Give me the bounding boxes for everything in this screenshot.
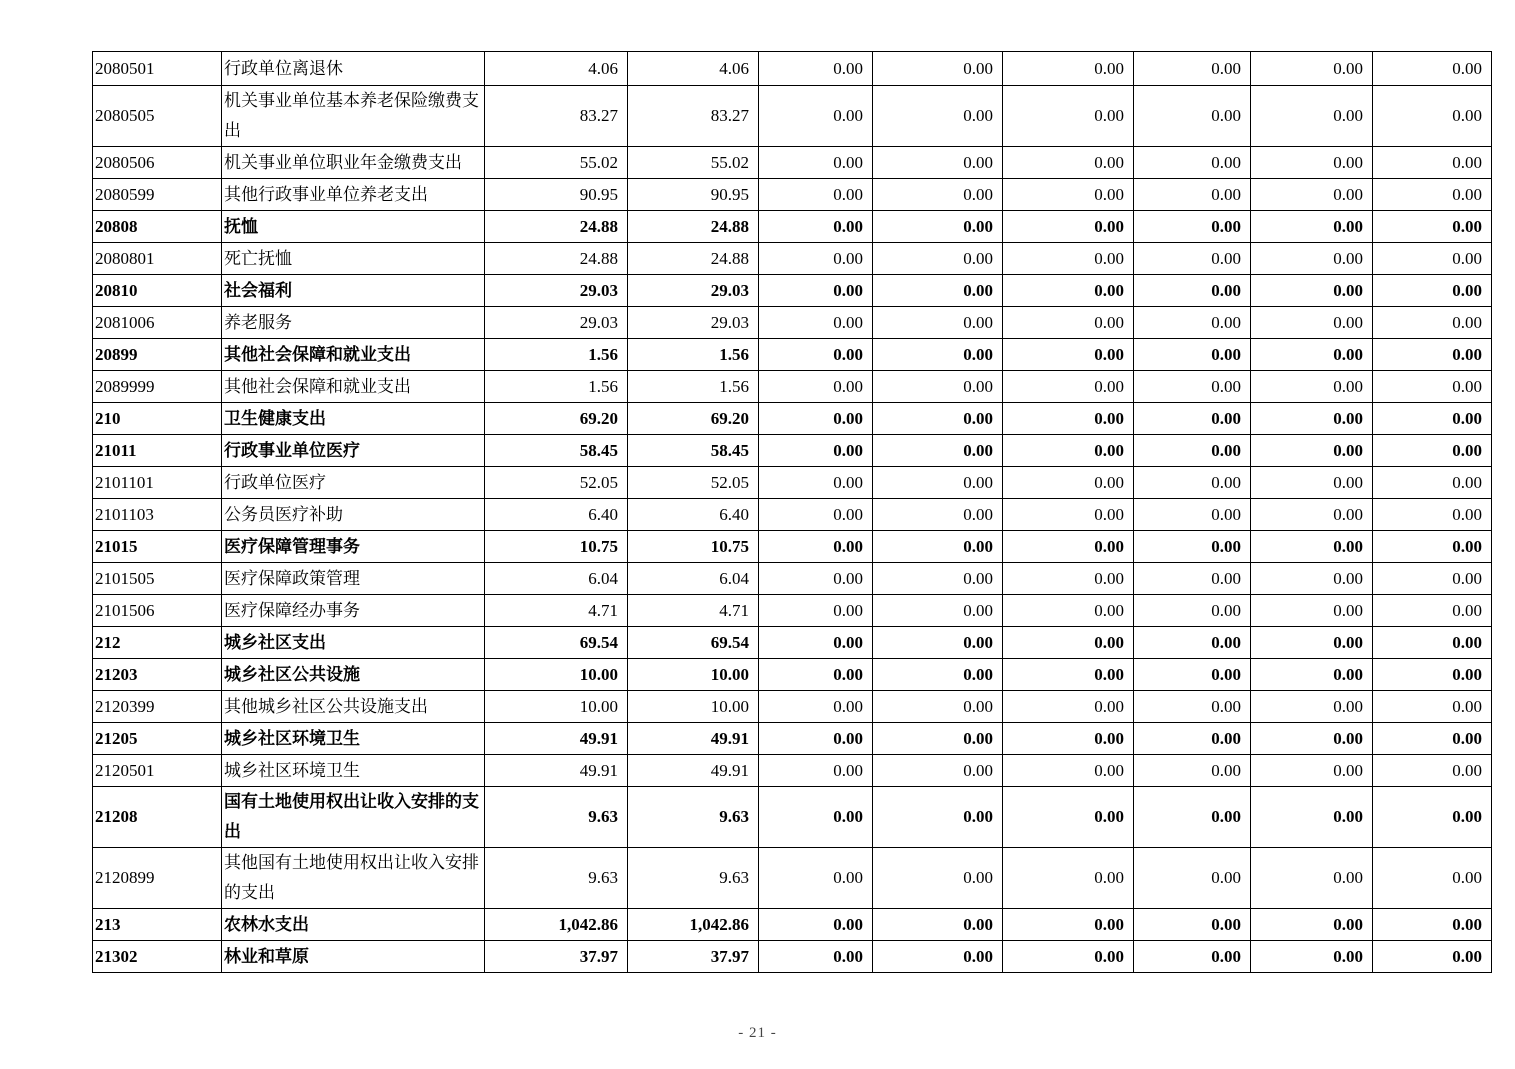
amount-cell: 0.00 [1373,403,1492,435]
amount-cell: 0.00 [1134,147,1251,179]
amount-cell: 0.00 [1373,595,1492,627]
table-row [93,403,1492,435]
amount-cell: 0.00 [1373,307,1492,339]
amount-cell: 1,042.86 [628,909,759,941]
subject-code-cell: 21208 [93,787,222,848]
amount-cell: 0.00 [873,723,1003,755]
amount-cell: 0.00 [1003,435,1134,467]
subject-code-cell: 2120899 [93,848,222,909]
amount-cell: 0.00 [759,275,873,307]
budget-table [92,51,1492,973]
subject-code-cell: 21203 [93,659,222,691]
amount-cell: 0.00 [1003,243,1134,275]
amount-cell: 0.00 [1134,467,1251,499]
subject-name-cell: 其他城乡社区公共设施支出 [222,691,485,723]
amount-cell: 0.00 [1251,435,1373,467]
amount-cell: 1.56 [628,339,759,371]
amount-cell: 0.00 [759,499,873,531]
subject-name-cell: 其他国有土地使用权出让收入安排的支出 [222,848,485,909]
amount-cell: 0.00 [1003,659,1134,691]
amount-cell: 4.06 [628,52,759,86]
amount-cell: 0.00 [1003,307,1134,339]
amount-cell: 0.00 [873,627,1003,659]
amount-cell: 0.00 [1373,787,1492,848]
amount-cell: 0.00 [1134,307,1251,339]
amount-cell: 0.00 [759,86,873,147]
amount-cell: 37.97 [485,941,628,973]
amount-cell: 0.00 [1251,691,1373,723]
subject-code-cell: 2101101 [93,467,222,499]
amount-cell: 0.00 [1251,467,1373,499]
amount-cell: 0.00 [1251,275,1373,307]
subject-name-cell: 农林水支出 [222,909,485,941]
amount-cell: 0.00 [759,909,873,941]
amount-cell: 10.00 [485,659,628,691]
amount-cell: 0.00 [1251,755,1373,787]
amount-cell: 0.00 [1251,371,1373,403]
subject-name-cell: 行政单位医疗 [222,467,485,499]
amount-cell: 0.00 [1134,723,1251,755]
amount-cell: 0.00 [759,723,873,755]
amount-cell: 83.27 [628,86,759,147]
amount-cell: 0.00 [1003,403,1134,435]
subject-name-cell: 其他行政事业单位养老支出 [222,179,485,211]
subject-name-cell: 城乡社区环境卫生 [222,755,485,787]
amount-cell: 0.00 [1134,52,1251,86]
amount-cell: 52.05 [628,467,759,499]
table-row [93,595,1492,627]
amount-cell: 0.00 [1134,371,1251,403]
amount-cell: 0.00 [1251,531,1373,563]
amount-cell: 0.00 [1134,179,1251,211]
amount-cell: 0.00 [759,691,873,723]
amount-cell: 0.00 [1373,723,1492,755]
subject-name-cell: 行政单位离退休 [222,52,485,86]
amount-cell: 0.00 [1134,691,1251,723]
amount-cell: 0.00 [1003,848,1134,909]
amount-cell: 0.00 [1373,52,1492,86]
subject-name-cell: 城乡社区支出 [222,627,485,659]
amount-cell: 0.00 [1134,531,1251,563]
amount-cell: 0.00 [873,691,1003,723]
subject-code-cell: 212 [93,627,222,659]
amount-cell: 0.00 [1373,531,1492,563]
subject-code-cell: 2080599 [93,179,222,211]
subject-code-cell: 2120399 [93,691,222,723]
subject-name-cell: 国有土地使用权出让收入安排的支出 [222,787,485,848]
amount-cell: 90.95 [628,179,759,211]
amount-cell: 69.20 [628,403,759,435]
amount-cell: 0.00 [1003,179,1134,211]
table-row [93,435,1492,467]
amount-cell: 0.00 [1003,941,1134,973]
amount-cell: 0.00 [1251,52,1373,86]
amount-cell: 6.04 [628,563,759,595]
amount-cell: 0.00 [1003,86,1134,147]
amount-cell: 0.00 [759,435,873,467]
amount-cell: 0.00 [759,211,873,243]
amount-cell: 0.00 [1251,595,1373,627]
amount-cell: 0.00 [873,755,1003,787]
table-row [93,909,1492,941]
subject-code-cell: 2101103 [93,499,222,531]
amount-cell: 0.00 [1251,941,1373,973]
subject-name-cell: 林业和草原 [222,941,485,973]
table-row [93,179,1492,211]
amount-cell: 0.00 [1251,499,1373,531]
subject-code-cell: 2101506 [93,595,222,627]
amount-cell: 10.00 [485,691,628,723]
subject-name-cell: 社会福利 [222,275,485,307]
amount-cell: 0.00 [1373,147,1492,179]
amount-cell: 49.91 [628,755,759,787]
amount-cell: 6.04 [485,563,628,595]
amount-cell: 0.00 [1373,499,1492,531]
subject-name-cell: 城乡社区环境卫生 [222,723,485,755]
amount-cell: 69.54 [485,627,628,659]
amount-cell: 0.00 [759,147,873,179]
amount-cell: 0.00 [1251,563,1373,595]
table-row [93,86,1492,147]
amount-cell: 0.00 [759,179,873,211]
amount-cell: 0.00 [1251,307,1373,339]
amount-cell: 0.00 [873,563,1003,595]
table-row [93,211,1492,243]
amount-cell: 0.00 [759,848,873,909]
amount-cell: 0.00 [1373,691,1492,723]
amount-cell: 0.00 [1251,659,1373,691]
amount-cell: 1,042.86 [485,909,628,941]
amount-cell: 0.00 [1003,723,1134,755]
amount-cell: 0.00 [1373,371,1492,403]
table-row [93,659,1492,691]
table-row [93,627,1492,659]
table-row [93,275,1492,307]
amount-cell: 0.00 [1251,627,1373,659]
amount-cell: 1.56 [485,371,628,403]
amount-cell: 0.00 [873,179,1003,211]
amount-cell: 0.00 [873,211,1003,243]
amount-cell: 0.00 [759,659,873,691]
subject-code-cell: 21302 [93,941,222,973]
amount-cell: 0.00 [873,531,1003,563]
amount-cell: 24.88 [485,211,628,243]
amount-cell: 0.00 [1134,499,1251,531]
amount-cell: 0.00 [1134,909,1251,941]
amount-cell: 0.00 [1134,595,1251,627]
amount-cell: 0.00 [1251,211,1373,243]
amount-cell: 0.00 [873,595,1003,627]
subject-code-cell: 210 [93,403,222,435]
amount-cell: 0.00 [1003,787,1134,848]
subject-code-cell: 2080501 [93,52,222,86]
amount-cell: 0.00 [1251,723,1373,755]
amount-cell: 0.00 [1373,659,1492,691]
amount-cell: 0.00 [759,403,873,435]
amount-cell: 10.00 [628,691,759,723]
amount-cell: 4.71 [628,595,759,627]
subject-name-cell: 卫生健康支出 [222,403,485,435]
amount-cell: 0.00 [1003,627,1134,659]
amount-cell: 10.75 [485,531,628,563]
amount-cell: 0.00 [1373,941,1492,973]
table-row [93,848,1492,909]
amount-cell: 10.75 [628,531,759,563]
amount-cell: 9.63 [485,787,628,848]
amount-cell: 0.00 [759,755,873,787]
amount-cell: 0.00 [873,243,1003,275]
amount-cell: 29.03 [628,275,759,307]
subject-name-cell: 公务员医疗补助 [222,499,485,531]
amount-cell: 24.88 [628,243,759,275]
amount-cell: 0.00 [1134,403,1251,435]
amount-cell: 58.45 [485,435,628,467]
table-row [93,467,1492,499]
amount-cell: 0.00 [759,307,873,339]
amount-cell: 0.00 [759,243,873,275]
amount-cell: 0.00 [1373,211,1492,243]
table-row [93,531,1492,563]
amount-cell: 6.40 [485,499,628,531]
amount-cell: 0.00 [873,371,1003,403]
subject-name-cell: 医疗保障管理事务 [222,531,485,563]
amount-cell: 37.97 [628,941,759,973]
amount-cell: 0.00 [873,659,1003,691]
amount-cell: 0.00 [1003,371,1134,403]
subject-code-cell: 21205 [93,723,222,755]
amount-cell: 0.00 [1251,909,1373,941]
subject-code-cell: 20808 [93,211,222,243]
amount-cell: 0.00 [1373,848,1492,909]
amount-cell: 0.00 [1373,339,1492,371]
amount-cell: 0.00 [1003,52,1134,86]
amount-cell: 0.00 [1003,909,1134,941]
amount-cell: 10.00 [628,659,759,691]
amount-cell: 24.88 [628,211,759,243]
subject-name-cell: 其他社会保障和就业支出 [222,371,485,403]
amount-cell: 0.00 [873,339,1003,371]
amount-cell: 0.00 [1134,243,1251,275]
amount-cell: 49.91 [628,723,759,755]
amount-cell: 0.00 [1003,531,1134,563]
amount-cell: 0.00 [1134,627,1251,659]
table-row [93,563,1492,595]
amount-cell: 52.05 [485,467,628,499]
amount-cell: 0.00 [1003,339,1134,371]
amount-cell: 0.00 [1134,787,1251,848]
amount-cell: 0.00 [1003,755,1134,787]
amount-cell: 0.00 [759,531,873,563]
table-row [93,755,1492,787]
amount-cell: 83.27 [485,86,628,147]
amount-cell: 0.00 [873,467,1003,499]
subject-code-cell: 2080505 [93,86,222,147]
subject-code-cell: 2081006 [93,307,222,339]
amount-cell: 0.00 [1373,435,1492,467]
amount-cell: 0.00 [1251,243,1373,275]
amount-cell: 0.00 [759,52,873,86]
amount-cell: 0.00 [1251,848,1373,909]
amount-cell: 0.00 [759,787,873,848]
amount-cell: 0.00 [1134,563,1251,595]
amount-cell: 0.00 [1373,755,1492,787]
subject-code-cell: 2089999 [93,371,222,403]
table-row [93,307,1492,339]
amount-cell: 0.00 [759,595,873,627]
subject-name-cell: 医疗保障经办事务 [222,595,485,627]
amount-cell: 0.00 [1003,691,1134,723]
amount-cell: 9.63 [628,787,759,848]
subject-name-cell: 养老服务 [222,307,485,339]
subject-name-cell: 抚恤 [222,211,485,243]
amount-cell: 55.02 [485,147,628,179]
amount-cell: 0.00 [1251,787,1373,848]
amount-cell: 4.71 [485,595,628,627]
subject-name-cell: 机关事业单位职业年金缴费支出 [222,147,485,179]
subject-code-cell: 2080506 [93,147,222,179]
amount-cell: 0.00 [759,941,873,973]
amount-cell: 0.00 [1003,499,1134,531]
amount-cell: 58.45 [628,435,759,467]
amount-cell: 0.00 [1134,941,1251,973]
amount-cell: 29.03 [628,307,759,339]
subject-code-cell: 2080801 [93,243,222,275]
amount-cell: 0.00 [1251,147,1373,179]
amount-cell: 49.91 [485,755,628,787]
table-row [93,723,1492,755]
table-row [93,243,1492,275]
amount-cell: 0.00 [1003,467,1134,499]
table-row [93,371,1492,403]
subject-name-cell: 机关事业单位基本养老保险缴费支出 [222,86,485,147]
amount-cell: 0.00 [1134,211,1251,243]
amount-cell: 0.00 [1251,339,1373,371]
amount-cell: 69.54 [628,627,759,659]
amount-cell: 0.00 [1373,86,1492,147]
amount-cell: 0.00 [759,627,873,659]
amount-cell: 29.03 [485,307,628,339]
amount-cell: 0.00 [1003,147,1134,179]
table-row [93,691,1492,723]
table-row [93,499,1492,531]
amount-cell: 0.00 [1373,467,1492,499]
table-row [93,52,1492,86]
amount-cell: 0.00 [1373,627,1492,659]
table-row [93,339,1492,371]
amount-cell: 0.00 [1003,275,1134,307]
subject-name-cell: 行政事业单位医疗 [222,435,485,467]
amount-cell: 4.06 [485,52,628,86]
subject-code-cell: 21015 [93,531,222,563]
amount-cell: 0.00 [759,371,873,403]
amount-cell: 0.00 [759,467,873,499]
amount-cell: 0.00 [873,909,1003,941]
subject-name-cell: 城乡社区公共设施 [222,659,485,691]
amount-cell: 6.40 [628,499,759,531]
amount-cell: 0.00 [1003,595,1134,627]
amount-cell: 0.00 [873,86,1003,147]
amount-cell: 69.20 [485,403,628,435]
subject-code-cell: 2101505 [93,563,222,595]
amount-cell: 0.00 [759,563,873,595]
amount-cell: 0.00 [1134,339,1251,371]
amount-cell: 0.00 [1373,563,1492,595]
amount-cell: 55.02 [628,147,759,179]
amount-cell: 0.00 [873,403,1003,435]
amount-cell: 0.00 [1251,179,1373,211]
amount-cell: 90.95 [485,179,628,211]
table-body [93,52,1492,973]
amount-cell: 0.00 [1251,403,1373,435]
subject-code-cell: 2120501 [93,755,222,787]
amount-cell: 0.00 [1003,563,1134,595]
amount-cell: 0.00 [873,848,1003,909]
amount-cell: 0.00 [1251,86,1373,147]
amount-cell: 0.00 [1134,275,1251,307]
amount-cell: 0.00 [1134,848,1251,909]
amount-cell: 49.91 [485,723,628,755]
amount-cell: 0.00 [1134,755,1251,787]
amount-cell: 24.88 [485,243,628,275]
subject-code-cell: 20810 [93,275,222,307]
amount-cell: 9.63 [485,848,628,909]
amount-cell: 0.00 [873,275,1003,307]
amount-cell: 0.00 [1373,909,1492,941]
amount-cell: 1.56 [485,339,628,371]
amount-cell: 0.00 [1134,86,1251,147]
subject-code-cell: 21011 [93,435,222,467]
amount-cell: 0.00 [1003,211,1134,243]
table-row [93,941,1492,973]
amount-cell: 0.00 [1373,179,1492,211]
subject-code-cell: 20899 [93,339,222,371]
subject-name-cell: 死亡抚恤 [222,243,485,275]
page-number: - 21 - [738,1025,777,1041]
table-row [93,147,1492,179]
amount-cell: 0.00 [873,435,1003,467]
amount-cell: 0.00 [873,941,1003,973]
amount-cell: 1.56 [628,371,759,403]
amount-cell: 0.00 [1373,275,1492,307]
table-row [93,787,1492,848]
amount-cell: 0.00 [873,147,1003,179]
amount-cell: 0.00 [1134,659,1251,691]
amount-cell: 0.00 [1373,243,1492,275]
amount-cell: 0.00 [873,787,1003,848]
amount-cell: 29.03 [485,275,628,307]
amount-cell: 0.00 [873,307,1003,339]
amount-cell: 0.00 [873,499,1003,531]
subject-name-cell: 医疗保障政策管理 [222,563,485,595]
amount-cell: 9.63 [628,848,759,909]
amount-cell: 0.00 [1134,435,1251,467]
amount-cell: 0.00 [873,52,1003,86]
subject-code-cell: 213 [93,909,222,941]
subject-name-cell: 其他社会保障和就业支出 [222,339,485,371]
amount-cell: 0.00 [759,339,873,371]
